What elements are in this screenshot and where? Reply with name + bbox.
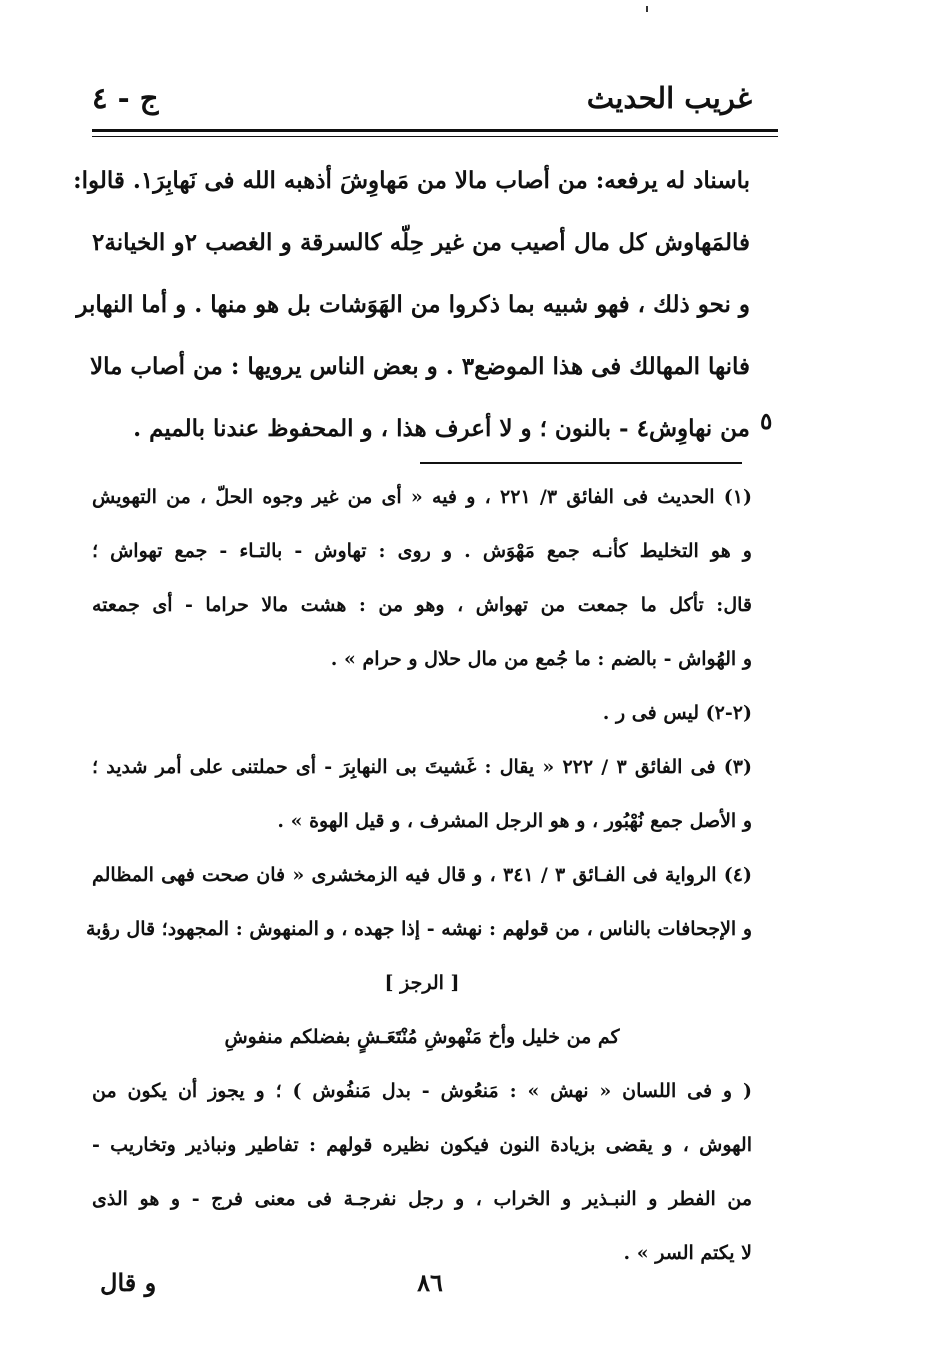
catchword: و قال xyxy=(100,1268,157,1297)
footnote-line: (٢-٢) ليس فى ر . xyxy=(602,702,752,724)
footnote-line: و الأصل جمع نُهْبُور ، و هو الرجل المشرف ، و قيل الهوة » . xyxy=(277,810,752,832)
book-title: غريب الحديث xyxy=(586,81,752,115)
main-line: فانها المهالك فى هذا الموضع٣ . و بعض الناس يرويها : من أصاب مالا xyxy=(89,353,750,380)
footnote-rule xyxy=(420,462,742,464)
footnote-line: و الإجحافات بالناس ، من قولهم : نهشه - إذا جهده ، و المنهوش : المجهود؛ قال رؤبة xyxy=(85,918,752,940)
header-rule-thick xyxy=(92,129,778,132)
line-number: ٥ xyxy=(760,408,773,435)
main-line: فالمَهاوش كل مال أصيب من غير حِلّه كالسرقة و الغصب ٢و الخيانة٢ xyxy=(92,229,750,256)
footnote-line: ( و فى اللسان « نهش » : مَنعُوش - بدل مَنفُوش ) ؛ و يجوز أن يكون من xyxy=(92,1080,752,1102)
footnotes xyxy=(85,470,753,1280)
footnote-line: و هو التخليط كأنـه جمع مَهْوَش . و روى : تهاوش - بالتـاء - جمع تهواش ؛ xyxy=(92,540,752,562)
verse-line: كم من خليل وأخ مَنْهوشِ مُنْتَعَـشٍ بفضلكم منفوشِ xyxy=(224,1026,620,1048)
header-rule-thin xyxy=(92,136,778,137)
footnote-line: الهوش ، و يقضى بزيادة النون فيكون نظيره قولهم : تفاطير ونباذير وتخاريب - xyxy=(92,1134,752,1156)
footnote-line: (٤) الرواية فى الفـائق ٣ / ٣٤١ ، و قال فيه الزمخشرى « فان صحت فهى المظالم xyxy=(92,864,752,886)
scan-speck xyxy=(646,6,648,12)
footnote-line: لا يكتم السر » . xyxy=(623,1242,752,1264)
footnote-line: و الهُواش - بالضم : ما جُمع من مال حلال و حرام » . xyxy=(330,648,752,670)
running-head xyxy=(92,78,752,118)
verse-meter-label: [ الرجز ] xyxy=(384,972,460,994)
main-line: و نحو ذلك ، فهو شبيه بما ذكروا من الهَوَشات بل هو منها . و أما النهابر xyxy=(76,291,750,318)
footnote-line: (١) الحديث فى الفائق ٣/ ٢٢١ ، و فيه « أى من غير وجوه الحلّ ، من التهويش xyxy=(92,486,753,508)
main-line: باسناد له يرفعه: من أصاب مالا من مَهاوِشَ أذهبه الله فى نَهابِرَ١. قالوا: xyxy=(73,167,750,194)
page-number: ٨٦ xyxy=(417,1268,443,1297)
volume-label: ج - ٤ xyxy=(92,81,159,115)
main-text xyxy=(73,150,750,460)
footnote-line: قال: تأكل ما جمعت من تهواش ، وهو من : هشت مالا حراما - أى جمعته xyxy=(92,594,752,616)
footnote-line: (٣) فى الفائق ٣ / ٢٢٢ « يقال : غَشيتَ بى النهابِرَ - أى حملتنى على أمر شديد ؛ xyxy=(92,756,752,778)
footnote-line: من الفطر و النبـذير و الخراب ، و رجل نفرجـة فى معنى فرج - و هو الذى xyxy=(92,1188,752,1210)
main-line: من نهاوِش٤ - بالنون ؛ و لا أعرف هذا ، و المحفوظ عندنا بالميم . xyxy=(133,415,750,442)
